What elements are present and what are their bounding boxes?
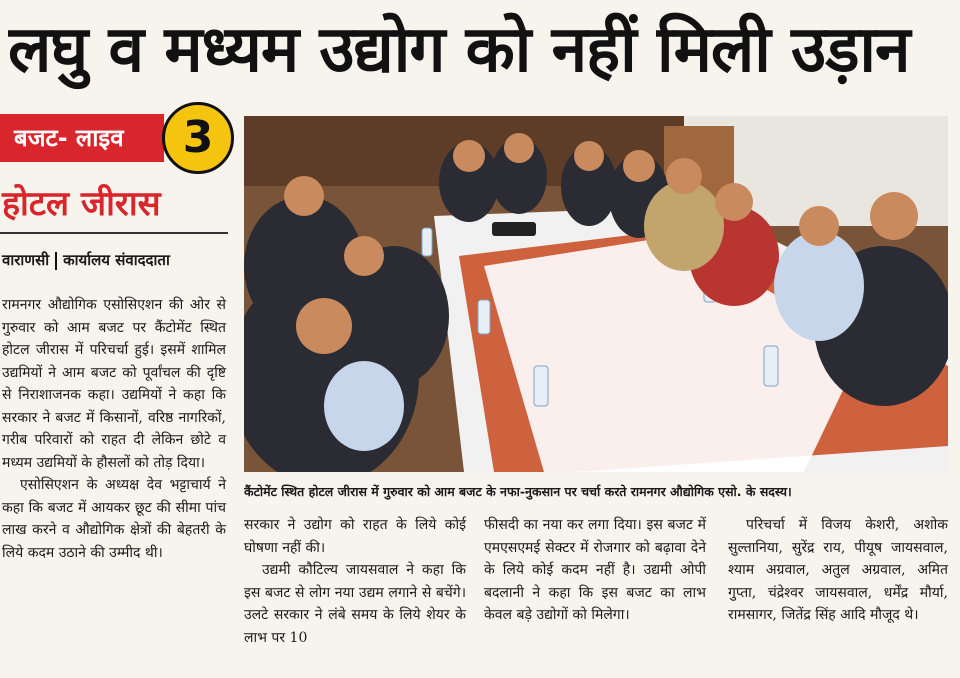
article-paragraph: एसोसिएशन के अध्यक्ष देव भट्टाचार्य ने कहा कि बजट में आयकर छूट की सीमा पांच लाख करने व औद्योगिक क्षेत्रों की बेहतरी के लिये कदम उठाने की उम्मीद थी। [2, 477, 226, 561]
headline: लघु व मध्यम उद्योग को नहीं मिली उड़ान [8, 13, 910, 87]
article-paragraph: सरकार ने उद्योग को राहत के लिये कोई घोषणा नहीं की। [244, 517, 466, 556]
divider [0, 232, 228, 234]
article-paragraph: उद्यमी कौटिल्य जायसवाल ने कहा कि इस बजट से लोग नया उद्यम लगाने से बचेंगे। उलटे सरकार ने लंबे समय के लिये शेयर के लाभ पर 10 [244, 562, 466, 646]
section-badge: बजट- लाइव [0, 114, 164, 162]
article-column-4 [728, 514, 948, 627]
photo-caption: कैंटोमेंट स्थित होटल जीरास में गुरुवार को आम बजट के नफा-नुकसान पर चर्चा करते रामनगर औद्योगिक एसो. के सदस्य। [244, 484, 792, 499]
article-paragraph: रामनगर औद्योगिक एसोसिएशन की ओर से गुरुवार को आम बजट पर कैंटोमेंट स्थित होटल जीरास में परिचर्चा हुई। इसमें शामिल उद्यमियों ने आम बजट को पूर्वांचल की दृष्टि से निराशाजनक कहा। उद्यमियों ने कहा कि सरकार ने बजट में किसानों, वरिष्ठ नागरिकों, गरीब परिवारों को राहत दी लेकिन छोटे व मध्यम उद्यमियों के हौसलों को तोड़ दिया। [2, 297, 226, 471]
dateline-byline: कार्यालय संवाददाता [63, 251, 170, 269]
dateline [2, 248, 232, 272]
article-column-2 [244, 514, 466, 649]
venue-title: होटल जीरास [2, 184, 161, 224]
article-paragraph: फीसदी का नया कर लगा दिया। इस बजट में एमएसएमई सेक्टर में रोजगार को बढ़ावा देने के लिये कोई कदम नहीं है। उद्यमी ओपी बदलानी ने कहा कि इस बजट का लाभ केवल बड़े उद्योगों को मिलेगा। [484, 517, 706, 623]
article-paragraph: परिचर्चा में विजय केशरी, अशोक सुल्तानिया, सुरेंद्र राय, पीयूष जायसवाल, श्याम अग्रवाल, अतुल अग्रवाल, अमित गुप्ता, चंद्रेश्वर जायसवाल, धर्मेंद्र मौर्या, रामसागर, जितेंद्र सिंह आदि मौजूद थे। [728, 517, 948, 623]
article-column-3 [484, 514, 706, 627]
section-number: 3 [162, 102, 234, 174]
dateline-separator [55, 252, 57, 270]
news-photo [244, 116, 948, 472]
article-column-1 [2, 294, 226, 564]
dateline-place: वाराणसी [2, 251, 50, 269]
